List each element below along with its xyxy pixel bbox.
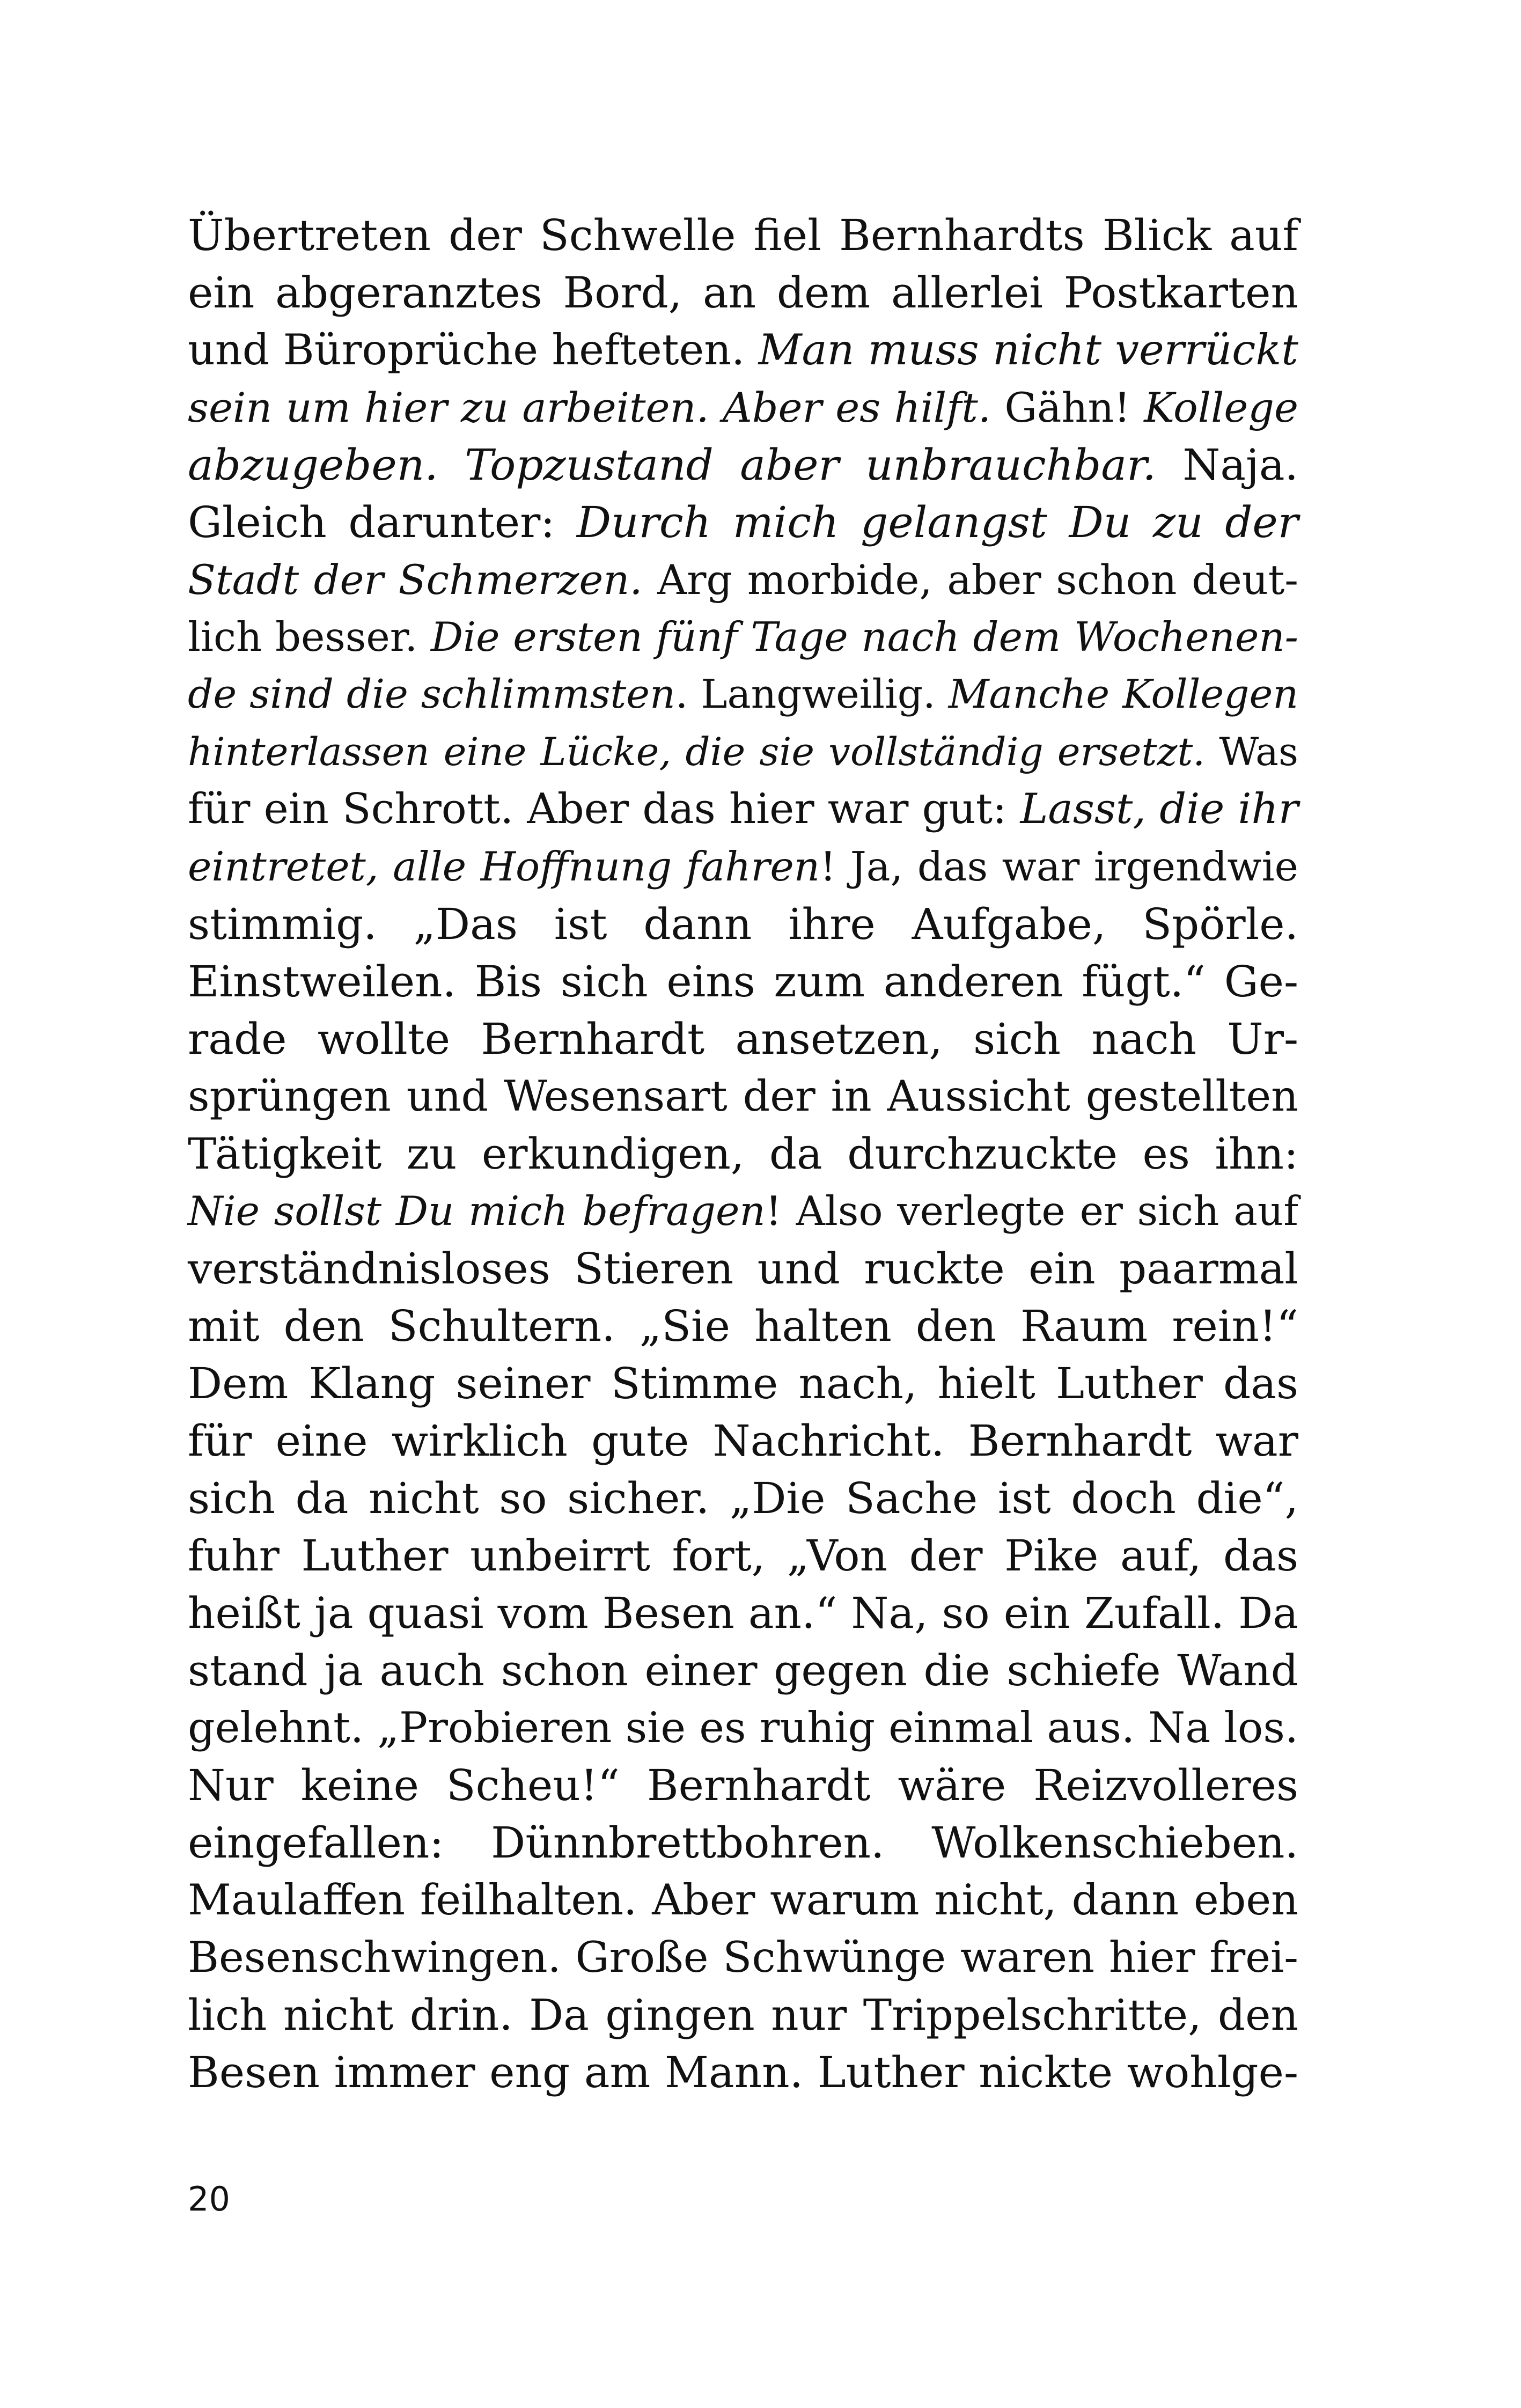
text-line bbox=[188, 895, 1298, 953]
text-segment: ! Ja, das war irgendwie bbox=[820, 843, 1298, 890]
text-line bbox=[188, 2044, 1298, 2101]
italic-text: de sind die schlimmsten bbox=[188, 671, 675, 717]
text-line bbox=[188, 207, 1298, 264]
italic-text: Manche Kollegen bbox=[948, 671, 1298, 717]
text-line bbox=[188, 1584, 1298, 1642]
text-line bbox=[188, 1986, 1298, 2044]
text-segment: mit den Schultern. „Sie halten den Raum rein!“ bbox=[188, 1301, 1298, 1351]
text-segment: ! Also verlegte er sich auf bbox=[765, 1187, 1298, 1235]
text-segment: . Langweilig. bbox=[675, 671, 949, 717]
italic-text: Kollege bbox=[1144, 384, 1298, 431]
text-segment: ein abgeranztes Bord, an dem allerlei Postkarten bbox=[188, 268, 1298, 318]
italic-text: Nie sollst Du mich befragen bbox=[188, 1187, 766, 1235]
italic-text: sein um hier zu arbeiten. Aber es hilft. bbox=[188, 384, 991, 431]
text-segment: stimmig. „Das ist dann ihre Aufgabe, Spörle. bbox=[188, 899, 1298, 949]
text-line bbox=[188, 781, 1298, 838]
italic-text: Die ersten fünf Tage nach dem Wochenen- bbox=[431, 613, 1298, 660]
text-segment: Dem Klang seiner Stimme nach, hielt Luther das bbox=[188, 1359, 1298, 1408]
text-line bbox=[188, 1068, 1298, 1125]
text-line bbox=[188, 723, 1298, 781]
text-line bbox=[188, 608, 1298, 666]
text-line bbox=[188, 1757, 1298, 1814]
text-segment: Tätigkeit zu erkundigen, da durchzuckte es ihn: bbox=[188, 1129, 1298, 1179]
text-line bbox=[188, 494, 1298, 551]
italic-text: Lasst, die ihr bbox=[1020, 785, 1299, 833]
text-segment: eingefallen: Dünnbrettbohren. Wolkenschieben. bbox=[188, 1818, 1298, 1868]
text-line bbox=[188, 1470, 1298, 1527]
text-segment: sich da nicht so sicher. „Die Sache ist doch die“, bbox=[188, 1473, 1298, 1523]
text-segment: für ein Schrott. Aber das hier war gut: bbox=[188, 785, 1020, 833]
text-line bbox=[188, 666, 1298, 723]
text-line bbox=[188, 838, 1298, 895]
italic-text: Durch mich gelangst Du zu der bbox=[576, 497, 1298, 547]
text-line bbox=[188, 1125, 1298, 1183]
italic-text: Man muss nicht verrückt bbox=[758, 325, 1298, 375]
text-segment: Besen immer eng am Mann. Luther nickte wohlge- bbox=[188, 2047, 1298, 2097]
text-line bbox=[188, 321, 1298, 379]
text-segment: Maulaffen feilhalten. Aber warum nicht, dann eben bbox=[188, 1875, 1298, 1925]
text-line bbox=[188, 1297, 1298, 1355]
text-segment: lich besser. bbox=[188, 613, 431, 660]
text-segment: Übertreten der Schwelle fiel Bernhardts Blick auf bbox=[188, 210, 1298, 260]
body-text bbox=[188, 207, 1298, 2101]
text-line bbox=[188, 1240, 1298, 1297]
text-segment: fuhr Luther unbeirrt fort, „Von der Pike auf, das bbox=[188, 1531, 1298, 1581]
text-line bbox=[188, 1183, 1298, 1240]
text-segment: Gähn! bbox=[991, 384, 1144, 431]
italic-text: hinterlassen eine Lücke, die sie vollständig ersetzt. bbox=[188, 729, 1206, 774]
text-segment: rade wollte Bernhardt ansetzen, sich nach Ur- bbox=[188, 1014, 1298, 1064]
text-line bbox=[188, 551, 1298, 608]
text-line bbox=[188, 1814, 1298, 1871]
text-segment: lich nicht drin. Da gingen nur Trippelschritte, den bbox=[188, 1990, 1298, 2040]
text-line bbox=[188, 1527, 1298, 1584]
text-segment: Nur keine Scheu!“ Bernhardt wäre Reizvolleres bbox=[188, 1760, 1298, 1810]
text-segment: für eine wirklich gute Nachricht. Bernhardt war bbox=[188, 1416, 1298, 1466]
italic-text: abzugeben. Topzustand aber unbrauchbar. bbox=[188, 440, 1156, 490]
text-segment: stand ja auch schon einer gegen die schiefe Wand bbox=[188, 1646, 1298, 1695]
text-line bbox=[188, 1412, 1298, 1470]
text-line bbox=[188, 1699, 1298, 1757]
text-segment: und Büroprüche hefteten. bbox=[188, 325, 759, 375]
text-line bbox=[188, 379, 1298, 436]
page-number: 20 bbox=[188, 2179, 230, 2219]
text-segment: Naja. bbox=[1156, 440, 1298, 490]
text-segment: verständnisloses Stieren und ruckte ein paarmal bbox=[188, 1244, 1298, 1294]
text-line bbox=[188, 1010, 1298, 1068]
text-segment: Besenschwingen. Große Schwünge waren hier frei- bbox=[188, 1933, 1298, 1982]
text-line bbox=[188, 264, 1298, 321]
italic-text: eintretet, alle Hoffnung fahren bbox=[188, 843, 820, 890]
text-line bbox=[188, 1642, 1298, 1699]
text-segment: Arg morbide, aber schon deut- bbox=[642, 556, 1298, 604]
italic-text: Stadt der Schmerzen. bbox=[188, 556, 643, 604]
text-segment: Einstweilen. Bis sich eins zum anderen fügt.“ Ge- bbox=[188, 957, 1298, 1007]
text-segment: sprüngen und Wesensart der in Aussicht gestellten bbox=[188, 1071, 1298, 1121]
text-line bbox=[188, 1355, 1298, 1412]
text-line bbox=[188, 953, 1298, 1010]
text-segment: Gleich darunter: bbox=[188, 497, 577, 547]
text-line bbox=[188, 1871, 1298, 1929]
text-line bbox=[188, 1929, 1298, 1986]
text-line bbox=[188, 436, 1298, 494]
text-segment: heißt ja quasi vom Besen an.“ Na, so ein Zufall. Da bbox=[188, 1588, 1298, 1638]
text-segment: Was bbox=[1205, 729, 1298, 774]
text-segment: gelehnt. „Probieren sie es ruhig einmal aus. Na los. bbox=[188, 1703, 1298, 1752]
